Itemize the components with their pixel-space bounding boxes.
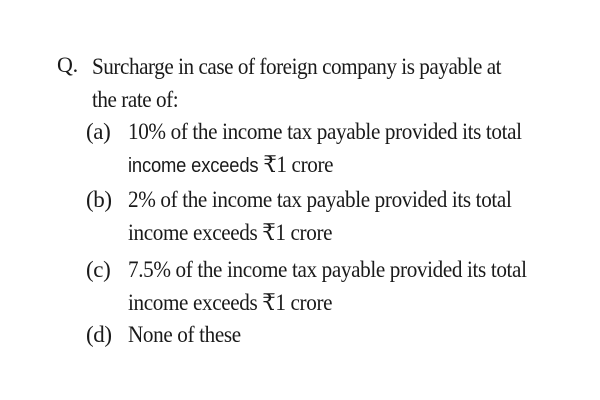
option-line: income exceeds ₹1 crore bbox=[128, 220, 333, 245]
option-text bbox=[128, 183, 551, 249]
option-line: income exceeds ₹1 crore bbox=[128, 290, 333, 315]
option-text bbox=[128, 115, 551, 183]
option-line-prefix: income exceeds bbox=[128, 155, 259, 177]
option-line: 2% of the income tax payable provided its total bbox=[128, 187, 512, 212]
option-label: (a) bbox=[86, 119, 111, 144]
option-line: None of these bbox=[128, 322, 241, 347]
option-label: (d) bbox=[86, 322, 112, 347]
question-label: Q. bbox=[57, 52, 78, 77]
option-line: 7.5% of the income tax payable provided its total bbox=[128, 257, 527, 282]
option-label: (c) bbox=[86, 257, 111, 282]
option-label: (b) bbox=[86, 187, 112, 212]
option-text bbox=[128, 253, 551, 319]
option-line: 10% of the income tax payable provided its total bbox=[128, 119, 522, 144]
option-text bbox=[128, 318, 551, 351]
option-line bbox=[128, 148, 551, 183]
option-line-suffix: ₹1 crore bbox=[263, 152, 334, 177]
question-text: Surcharge in case of foreign company is payable at the rate of: bbox=[92, 54, 502, 112]
